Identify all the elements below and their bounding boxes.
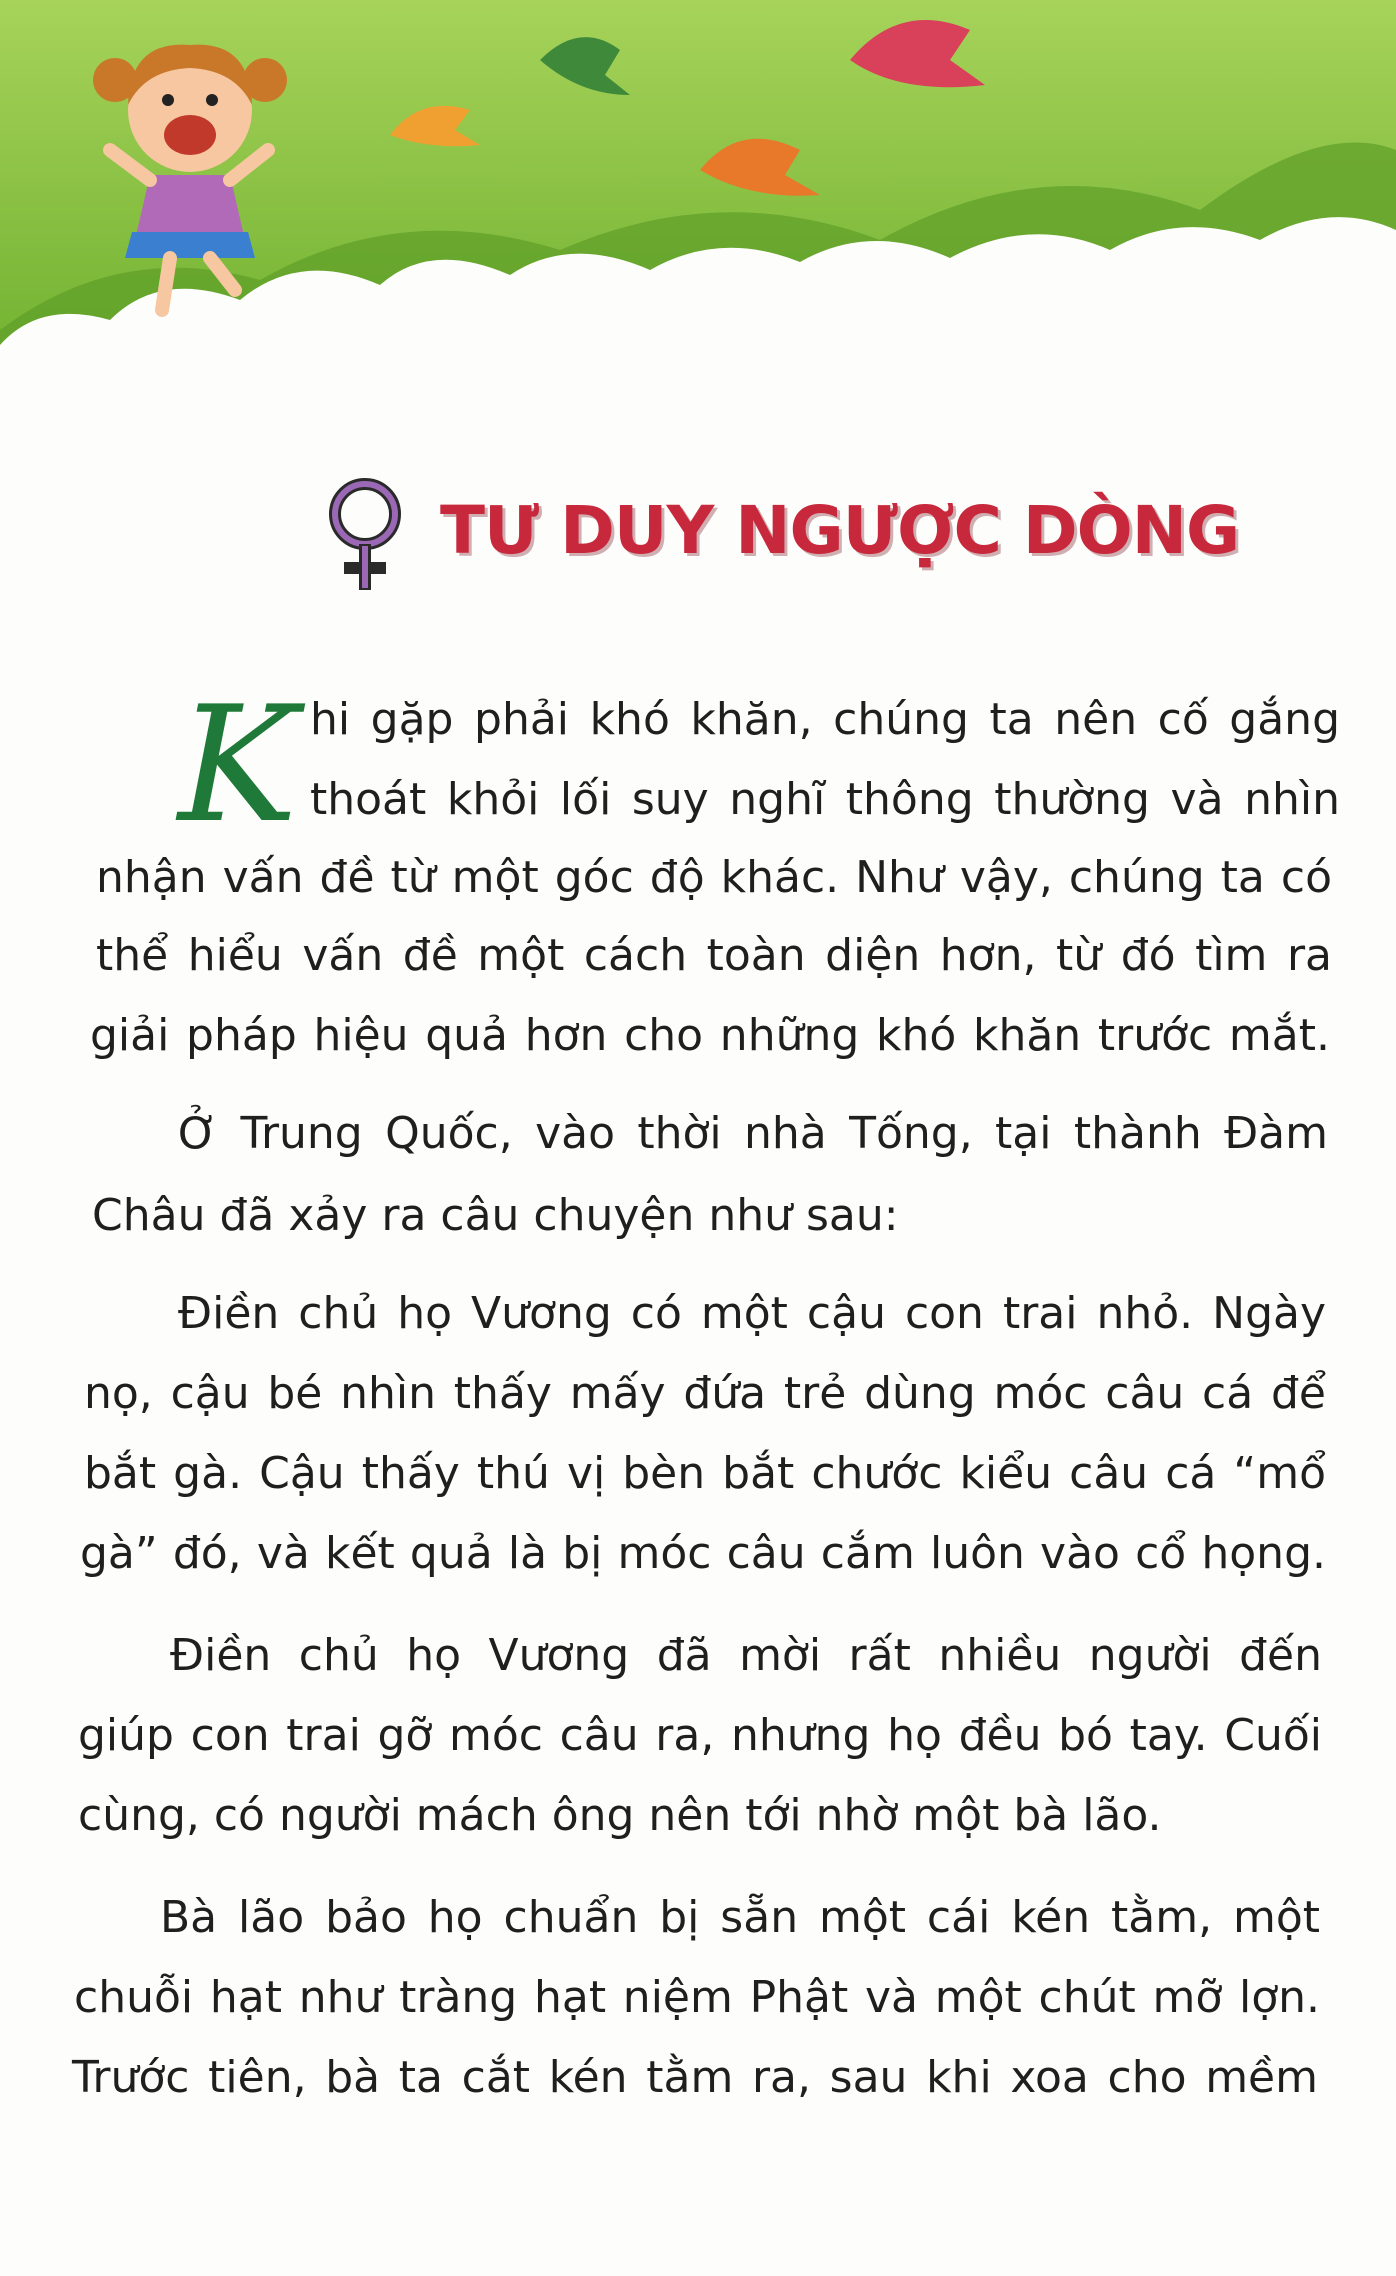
- drop-cap: K: [178, 671, 298, 858]
- header-illustration: [0, 0, 1396, 380]
- page-title: TƯ DUY NGƯỢC DÒNG: [440, 491, 1240, 569]
- body-line: bắt gà. Cậu thấy thú vị bèn bắt chước kiểu câu cá “mổ: [84, 1448, 1326, 1499]
- body-line: Điền chủ họ Vương có một cậu con trai nhỏ. Ngày: [178, 1288, 1326, 1339]
- female-symbol-icon: [320, 474, 410, 598]
- body-line: thể hiểu vấn đề một cách toàn diện hơn, từ đó tìm ra: [96, 930, 1332, 981]
- body-line: giúp con trai gỡ móc câu ra, nhưng họ đều bó tay. Cuối: [78, 1710, 1322, 1761]
- body-line: Châu đã xảy ra câu chuyện như sau:: [92, 1190, 899, 1241]
- body-line: nọ, cậu bé nhìn thấy mấy đứa trẻ dùng móc câu cá để: [84, 1368, 1326, 1419]
- body-line: Bà lão bảo họ chuẩn bị sẵn một cái kén tằm, một: [160, 1892, 1320, 1943]
- body-line: hi gặp phải khó khăn, chúng ta nên cố gắng: [310, 694, 1340, 745]
- body-line: Điền chủ họ Vương đã mời rất nhiều người đến: [170, 1630, 1322, 1681]
- chapter-heading: [320, 470, 1240, 590]
- body-line: Trước tiên, bà ta cắt kén tằm ra, sau khi xoa cho mềm: [72, 2052, 1318, 2103]
- body-line: cùng, có người mách ông nên tới nhờ một bà lão.: [78, 1790, 1162, 1841]
- body-line: gà” đó, và kết quả là bị móc câu cắm luôn vào cổ họng.: [80, 1528, 1326, 1579]
- body-line: chuỗi hạt như tràng hạt niệm Phật và một chút mỡ lợn.: [74, 1972, 1320, 2023]
- body-line: giải pháp hiệu quả hơn cho những khó khăn trước mắt.: [90, 1010, 1330, 1061]
- body-line: thoát khỏi lối suy nghĩ thông thường và nhìn: [310, 774, 1340, 825]
- body-line: nhận vấn đề từ một góc độ khác. Như vậy, chúng ta có: [96, 852, 1332, 903]
- body-line: Ở Trung Quốc, vào thời nhà Tống, tại thành Đàm: [178, 1108, 1328, 1159]
